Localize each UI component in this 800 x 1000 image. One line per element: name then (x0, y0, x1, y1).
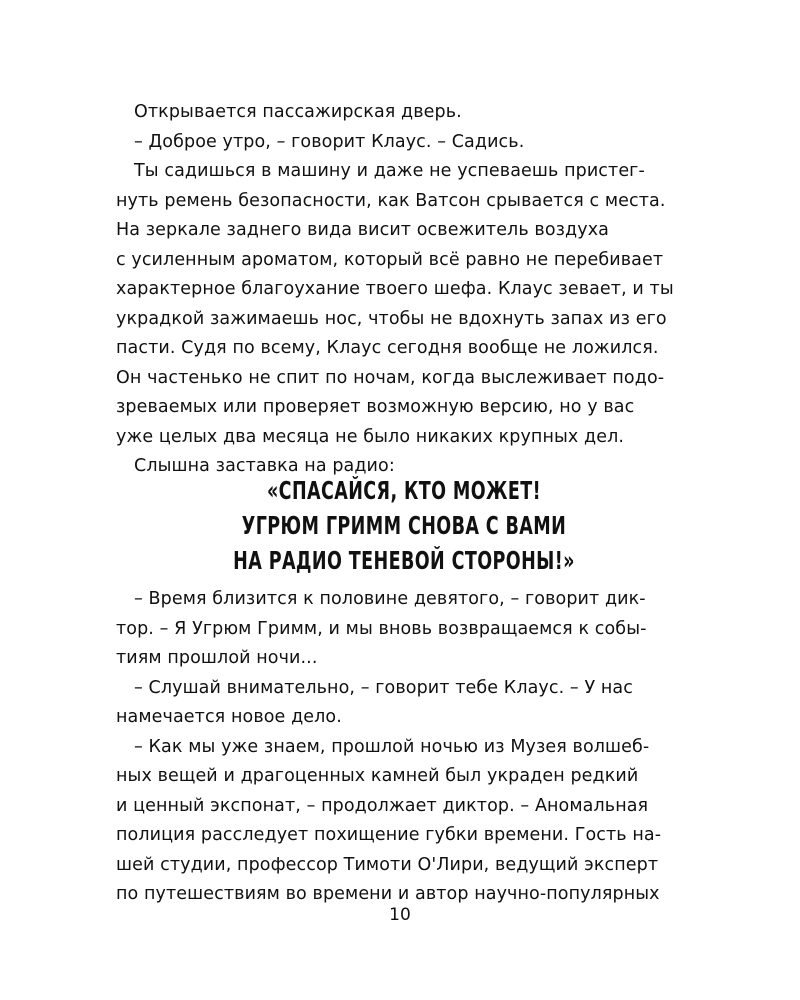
text-line: шей студии, профессор Тимоти О'Лири, ведущий эксперт (116, 854, 659, 875)
text-line: – Доброе утро, – говорит Клаус. – Садись. (134, 131, 525, 152)
text-line: зреваемых или проверяет возможную версию, но у вас (116, 397, 635, 417)
text-line: ных вещей и драгоценных камней был украден редкий (116, 766, 639, 786)
text-line: с усиленным ароматом, который всё равно не перебивает (116, 249, 664, 270)
text-line: – Время близится к половине девятого, – говорит дик- (134, 589, 646, 609)
text-line: уже целых два месяца не было никаких крупных дел. (116, 426, 625, 447)
text-line: На зеркале заднего вида висит освежитель воздуха (116, 220, 609, 240)
text-line: пасти. Судя по всему, Клаус сегодня вообще не ложился. (116, 338, 659, 358)
text-line: намечается новое дело. (116, 707, 342, 727)
banner-line: НА РАДИО ТЕНЕВОЙ СТОРОНЫ!» (233, 546, 575, 575)
text-line: Он частенько не спит по ночам, когда выслеживает подо- (116, 367, 665, 388)
banner-line: УГРЮМ ГРИММ СНОВА С ВАМИ (241, 511, 567, 540)
banner-line: «СПАСАЙСЯ, КТО МОЖЕТ! (266, 476, 542, 505)
page-number: 10 (389, 905, 411, 925)
text-line: нуть ремень безопасности, как Ватсон срывается с места. (116, 190, 666, 211)
text-line: Слышна заставка на радио: (134, 456, 395, 476)
text-line: тор. – Я Угрюм Гримм, и мы вновь возвращаемся к собы- (116, 618, 647, 639)
text-line: Открывается пассажирская дверь. (134, 102, 462, 122)
text-line: – Как мы уже знаем, прошлой ночью из Музея волшеб- (134, 736, 650, 757)
text-line: тиям прошлой ночи... (116, 648, 318, 668)
text-block-before-banner (116, 98, 692, 482)
text-line: и ценный экспонат, – продолжает диктор. – Аномальная (116, 795, 649, 816)
text-line: характерное благоухание твоего шефа. Клаус зевает, и ты (116, 279, 674, 299)
text-line: – Слушай внимательно, – говорит тебе Клаус. – У нас (134, 677, 633, 698)
text-line: полиция расследует похищение губки времени. Гость на- (116, 825, 662, 845)
text-line: Ты садишься в машину и даже не успеваешь пристег- (134, 161, 645, 181)
text-line: по путешествиям во времени и автор научно-популярных (116, 884, 660, 904)
radio-banner (116, 473, 692, 578)
text-line: украдкой зажимаешь нос, чтобы не вдохнуть запах из его (116, 308, 667, 329)
text-block-after-banner (116, 585, 692, 910)
